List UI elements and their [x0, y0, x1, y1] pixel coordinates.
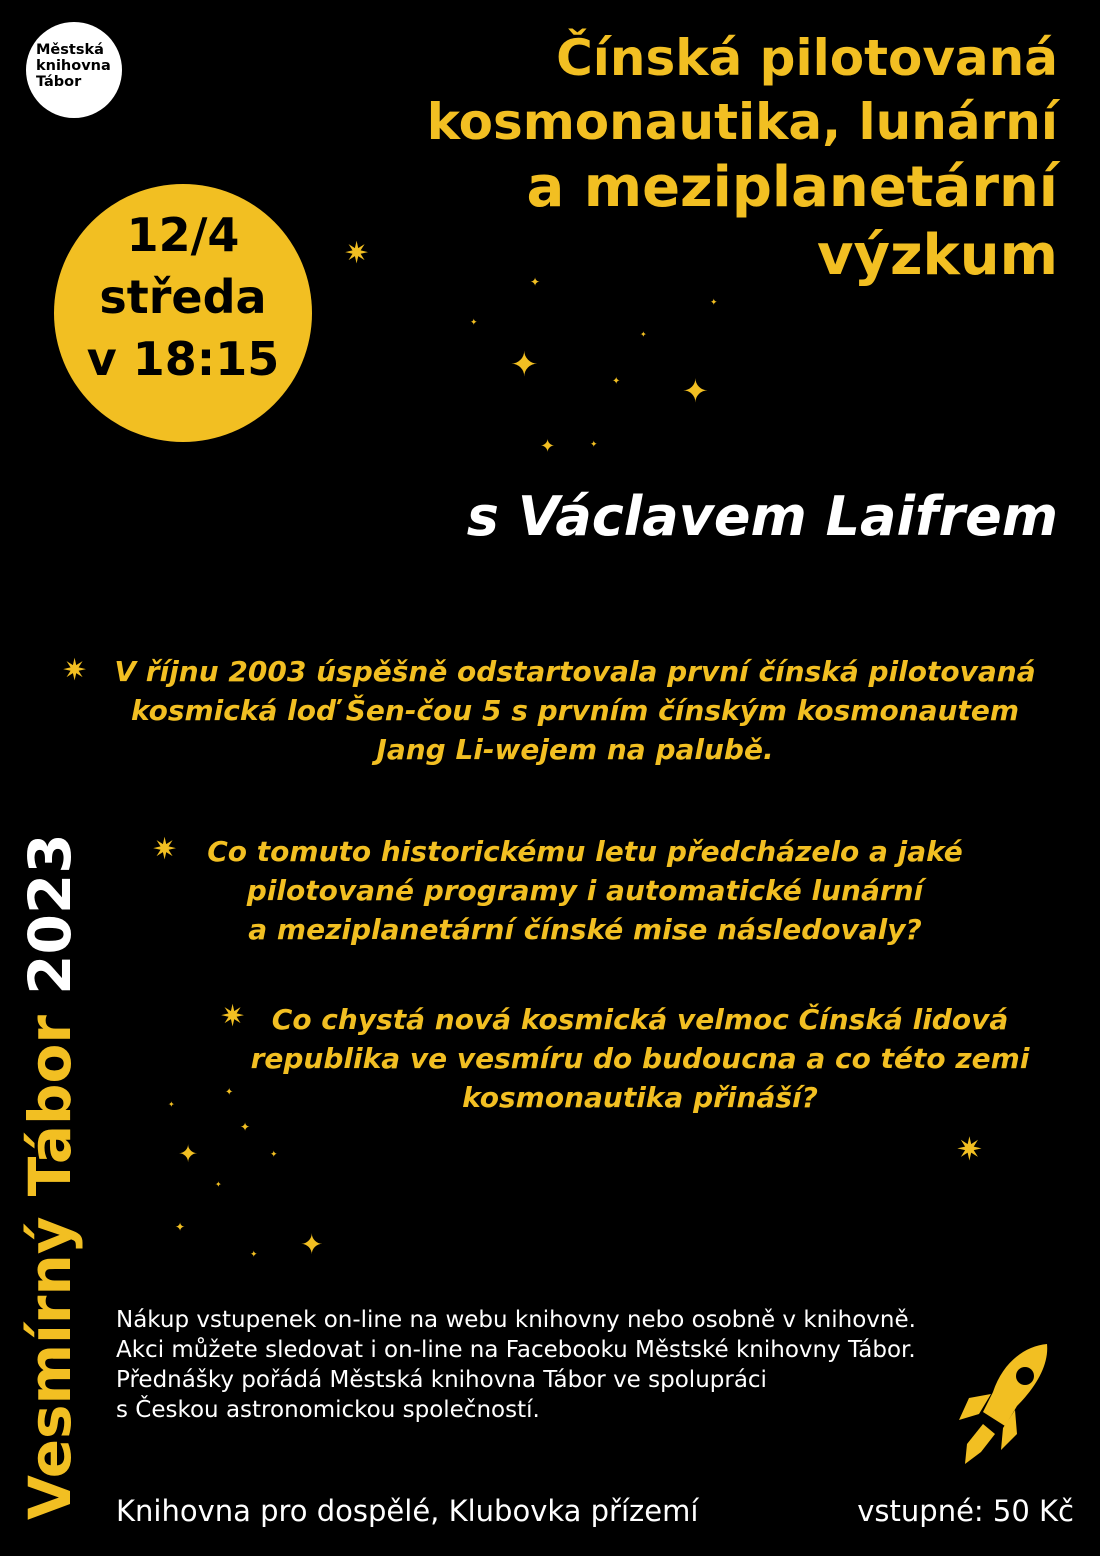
paragraph-1 [100, 652, 1050, 769]
star-decoration: ✦ [240, 1120, 251, 1134]
event-weekday: středa [99, 270, 267, 324]
paragraph-line: Co tomuto historickému letu předcházelo a jaké [207, 835, 963, 868]
star-decoration: ✦ [300, 1228, 324, 1261]
event-title [298, 26, 1058, 290]
paragraph-3 [240, 1000, 1040, 1117]
series-year: 2023 [16, 833, 84, 995]
series-label [16, 833, 84, 1520]
info-line: Nákup vstupenek on-line na webu knihovny nebo osobně v knihovně. [116, 1307, 916, 1333]
star-decoration: ✷ [956, 1130, 983, 1168]
logo-line: Městská [36, 42, 104, 58]
paragraph-line: kosmická loď Šen-čou 5 s prvním čínským kosmonautem [130, 694, 1020, 727]
star-decoration: ✦ [590, 440, 598, 450]
venue-text: Knihovna pro dospělé, Klubovka přízemí [116, 1494, 699, 1528]
star-decoration: ✦ [682, 372, 709, 410]
star-decoration: ✦ [640, 330, 647, 339]
event-date: 12/4 [126, 208, 240, 262]
admission-price: vstupné: 50 Kč [857, 1494, 1074, 1528]
star-decoration: ✦ [250, 1250, 258, 1260]
sparkle-icon: ✷ [220, 999, 246, 1034]
star-decoration: ✦ [470, 318, 478, 328]
sparkle-icon: ✷ [152, 832, 178, 867]
star-decoration: ✷ [344, 236, 370, 271]
series-name: Vesmírný Tábor [16, 1015, 84, 1520]
paragraph-line: kosmonautika přináší? [462, 1081, 818, 1114]
info-line: Akci můžete sledovat i on-line na Facebooku Městské knihovny Tábor. [116, 1337, 916, 1363]
star-decoration: ✦ [510, 345, 539, 385]
paragraph-line: Co chystá nová kosmická velmoc Čínská lidová [271, 1003, 1009, 1036]
star-decoration: ✦ [540, 436, 556, 457]
paragraph-line: a meziplanetární čínské mise následovaly? [248, 913, 922, 946]
star-decoration: ✦ [175, 1220, 186, 1234]
paragraph-line: Jang Li-wejem na palubě. [376, 733, 774, 766]
title-line: výzkum [816, 223, 1058, 288]
paragraph-line: pilotované programy i automatické lunární [246, 874, 924, 907]
star-decoration: ✦ [215, 1180, 222, 1189]
star-decoration: ✦ [178, 1140, 199, 1168]
star-decoration: ✦ [530, 275, 541, 289]
info-block [116, 1305, 996, 1425]
paragraph-line: republika ve vesmíru do budoucna a co této zemi [250, 1042, 1030, 1075]
library-logo [26, 22, 122, 118]
paragraph-line: V říjnu 2003 úspěšně odstartovala první čínská pilotovaná [114, 655, 1036, 688]
title-line: kosmonautika, lunární [426, 93, 1058, 151]
speaker-name: s Václavem Laifrem [466, 485, 1058, 548]
title-line: a meziplanetární [526, 155, 1058, 220]
logo-line: Tábor [36, 74, 82, 90]
star-decoration: ✦ [612, 376, 621, 387]
info-line: Přednášky pořádá Městská knihovna Tábor ve spolupráci [116, 1367, 767, 1393]
title-line: Čínská pilotovaná [556, 29, 1058, 87]
date-badge [54, 184, 312, 442]
star-decoration: ✦ [270, 1150, 278, 1160]
info-line: s Českou astronomickou společností. [116, 1397, 540, 1423]
paragraph-2 [195, 832, 975, 949]
rocket-icon [955, 1340, 1055, 1470]
event-time: v 18:15 [86, 332, 280, 386]
star-decoration: ✦ [710, 298, 718, 308]
sparkle-icon: ✷ [62, 653, 88, 688]
star-decoration: ✦ [168, 1100, 175, 1109]
logo-line: knihovna [36, 58, 111, 74]
star-decoration: ✦ [225, 1087, 234, 1098]
